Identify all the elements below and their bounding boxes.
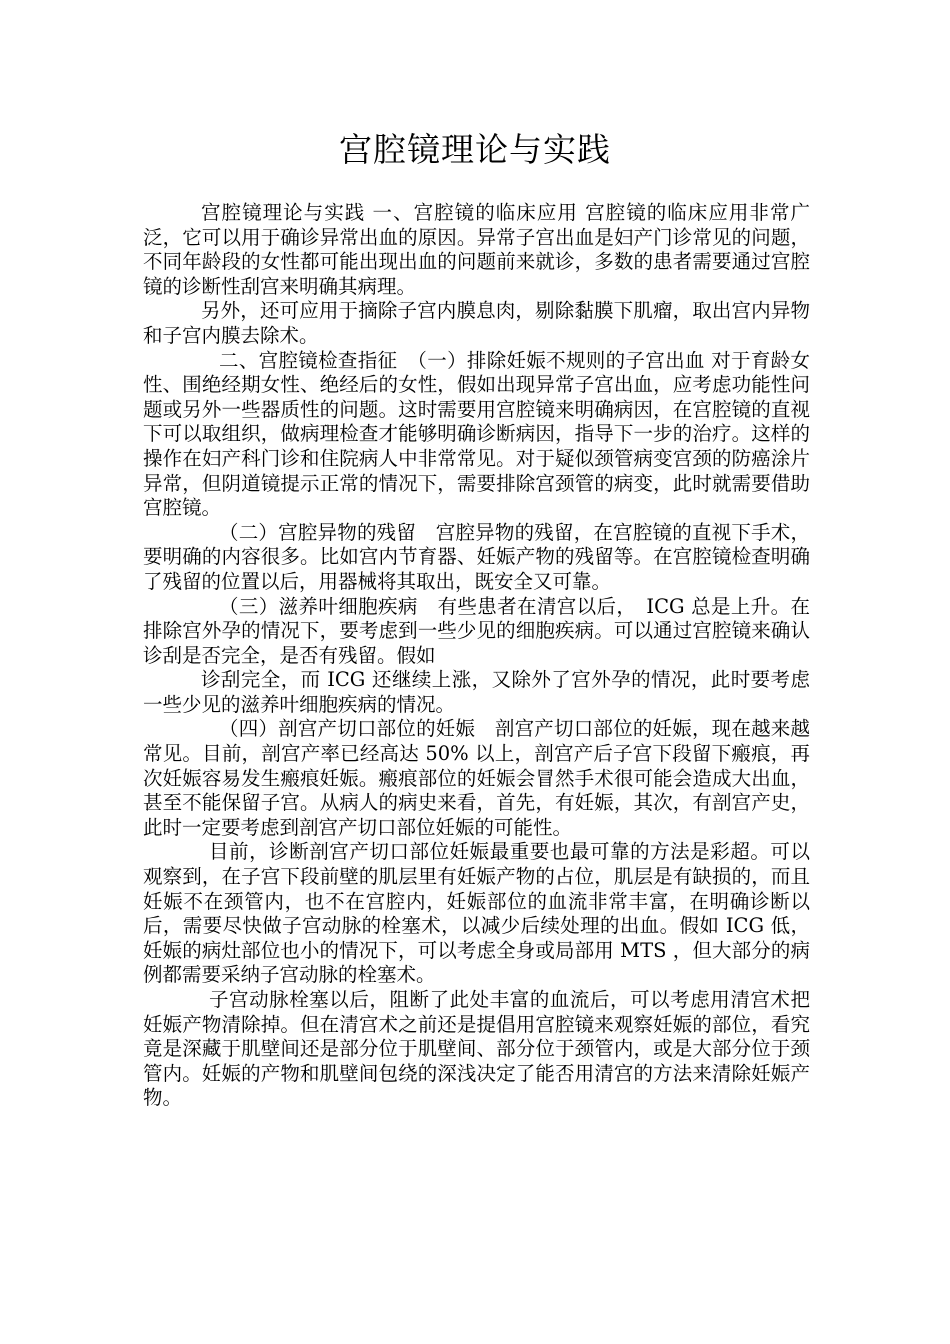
paragraph-indications-3-cont: 诊刮完全，而 ICG 还继续上涨，又除外了宫外孕的情况，此时要考虑一些少见的滋养叶细胞疾病的情况。 — [143, 668, 810, 716]
paragraph-clinical-application: 宫腔镜理论与实践 一、宫腔镜的临床应用 宫腔镜的临床应用非常广泛，它可以用于确诊异常出血的原因。异常子宫出血是妇产门诊常见的问题，不同年龄段的女性都可能出现出血的问题前来就诊，多数的患者需要通过宫腔镜的诊断性刮宫来明确其病理。 — [143, 201, 810, 298]
paragraph-indications-4: （四）剖宫产切口部位的妊娠 剖宫产切口部位的妊娠，现在越来越常见。目前，剖宫产率已经高达 50% 以上，剖宫产后子宫下段留下瘢痕，再次妊娠容易发生瘢痕妊娠。瘢痕部位的妊娠会冒然手术很可能会造成大出血，甚至不能保留子宫。从病人的病史来看，首先，有妊娠，其次，有剖宫产史，此时一定要考虑到剖宫产切口部位妊娠的可能性。 — [143, 717, 810, 839]
document-title: 宫腔镜理论与实践 — [339, 130, 611, 169]
paragraph-embolization: 子宫动脉栓塞以后，阻断了此处丰富的血流后，可以考虑用清宫术把妊娠产物清除掉。但在清宫术之前还是提倡用宫腔镜来观察妊娠的部位，看究竟是深藏于肌壁间还是部分位于肌壁间、部分位于颈管内，或是大部分位于颈管内。妊娠的产物和肌壁间包绕的深浅决定了能否用清宫的方法来清除妊娠产物。 — [143, 988, 810, 1110]
document-body — [143, 201, 810, 1111]
paragraph-indications-1: 二、宫腔镜检查指征 （一）排除妊娠不规则的子宫出血 对于育龄女性、围绝经期女性、绝经后的女性，假如出现异常子宫出血，应考虑功能性问题或另外一些器质性的问题。这时需要用宫腔镜来明确病因，在宫腔镜的直视下可以取组织，做病理检查才能够明确诊断病因，指导下一步的治疗。这样的操作在妇产科门诊和住院病人中非常常见。对于疑似颈管病变宫颈的防癌涂片异常，但阴道镜提示正常的情况下，需要排除宫颈管的病变，此时就需要借助宫腔镜。 — [143, 348, 810, 520]
paragraph-indications-3: （三）滋养叶细胞疾病 有些患者在清宫以后， ICG 总是上升。在排除宫外孕的情况下，要考虑到一些少见的细胞疾病。可以通过宫腔镜来确认诊刮是否完全，是否有残留。假如 — [143, 594, 810, 667]
paragraph-diagnosis: 目前，诊断剖宫产切口部位妊娠最重要也最可靠的方法是彩超。可以观察到，在子宫下段前壁的肌层里有妊娠产物的占位，肌层是有缺损的，而且妊娠不在颈管内，也不在宫腔内，妊娠部位的血流非常丰富，在明确诊断以后，需要尽快做子宫动脉的栓塞术，以减少后续处理的出血。假如 ICG 低，妊娠的病灶部位也小的情况下，可以考虑全身或局部用 MTS ，但大部分的病例都需要采纳子宫动脉的栓塞术。 — [143, 840, 810, 987]
paragraph-other-uses: 另外，还可应用于摘除子宫内膜息肉，剔除黏膜下肌瘤，取出宫内异物和子宫内膜去除术。 — [143, 299, 810, 347]
paragraph-indications-2: （二）宫腔异物的残留 宫腔异物的残留，在宫腔镜的直视下手术，要明确的内容很多。比如宫内节育器、妊娠产物的残留等。在宫腔镜检查明确了残留的位置以后，用器械将其取出，既安全又可靠。 — [143, 520, 810, 593]
